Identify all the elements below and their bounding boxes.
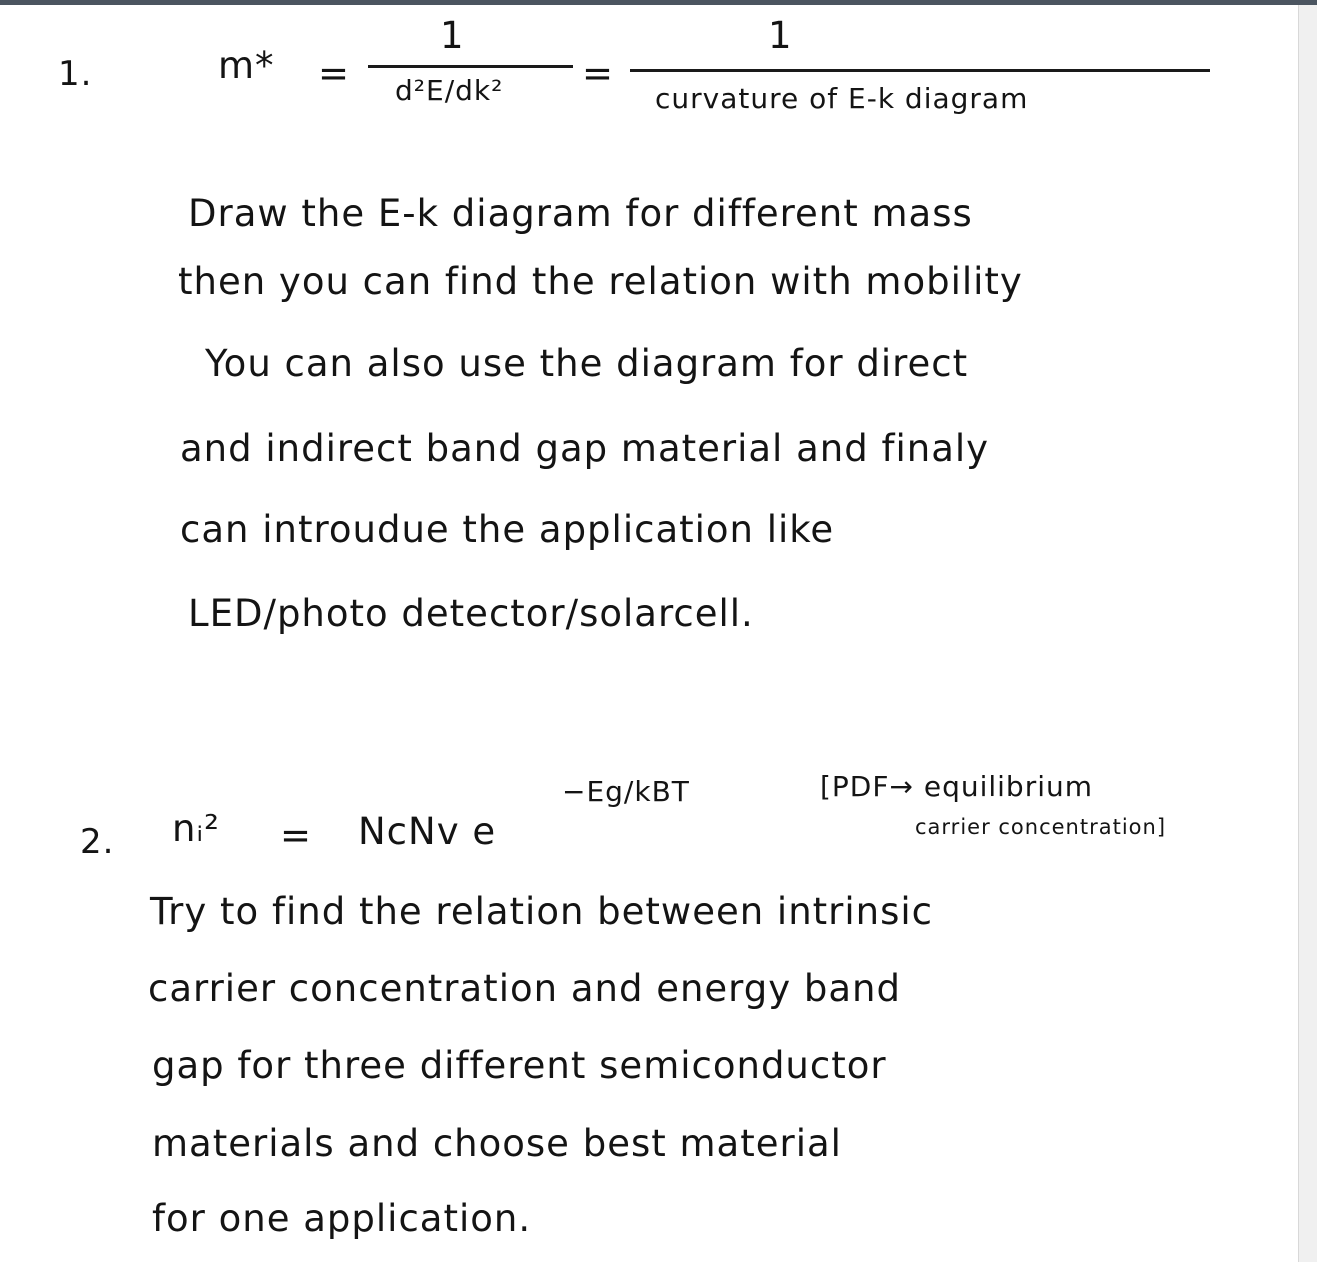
equals-sign-1: = xyxy=(318,52,351,95)
fraction-2-bar xyxy=(630,69,1210,72)
problem-2-line-5: for one application. xyxy=(152,1197,532,1240)
formula-equals-sign: = xyxy=(280,814,313,857)
fraction-2-numerator: 1 xyxy=(768,14,793,57)
problem-1-line-6: LED/photo detector/solarcell. xyxy=(188,592,754,635)
problem-1-line-4: and indirect band gap material and finaly xyxy=(180,427,990,470)
problem-2-number: 2. xyxy=(80,822,115,862)
vertical-scrollbar[interactable] xyxy=(1298,5,1317,1262)
problem-1-line-2: then you can find the relation with mobility xyxy=(178,260,1023,303)
problem-2-line-3: gap for three different semiconductor xyxy=(152,1044,887,1087)
intrinsic-carrier-squared: nᵢ² xyxy=(172,807,220,850)
problem-1-line-5: can introudue the application like xyxy=(180,508,835,551)
problem-1-number: 1. xyxy=(58,54,93,94)
bracket-note-line-2: carrier concentration] xyxy=(915,815,1167,839)
formula-exponent: −Eg/kBT xyxy=(562,775,690,808)
fraction-2-denominator: curvature of E-k diagram xyxy=(655,82,1029,115)
bracket-note-line-1: [PDF→ equilibrium xyxy=(820,770,1094,803)
fraction-1-bar xyxy=(368,65,573,68)
problem-1-line-3: You can also use the diagram for direct xyxy=(205,342,969,385)
equals-sign-2: = xyxy=(582,52,615,95)
problem-2-line-2: carrier concentration and energy band xyxy=(148,967,901,1010)
handwritten-page xyxy=(0,5,1298,1262)
fraction-1-numerator: 1 xyxy=(440,14,465,57)
effective-mass-symbol: m* xyxy=(218,44,275,87)
problem-1-line-1: Draw the E-k diagram for different mass xyxy=(188,192,973,235)
formula-right-side: NcNv e xyxy=(358,810,497,853)
fraction-1-denominator: d²E/dk² xyxy=(395,74,504,107)
problem-2-line-4: materials and choose best material xyxy=(152,1122,842,1165)
problem-2-line-1: Try to find the relation between intrinsic xyxy=(150,890,934,933)
